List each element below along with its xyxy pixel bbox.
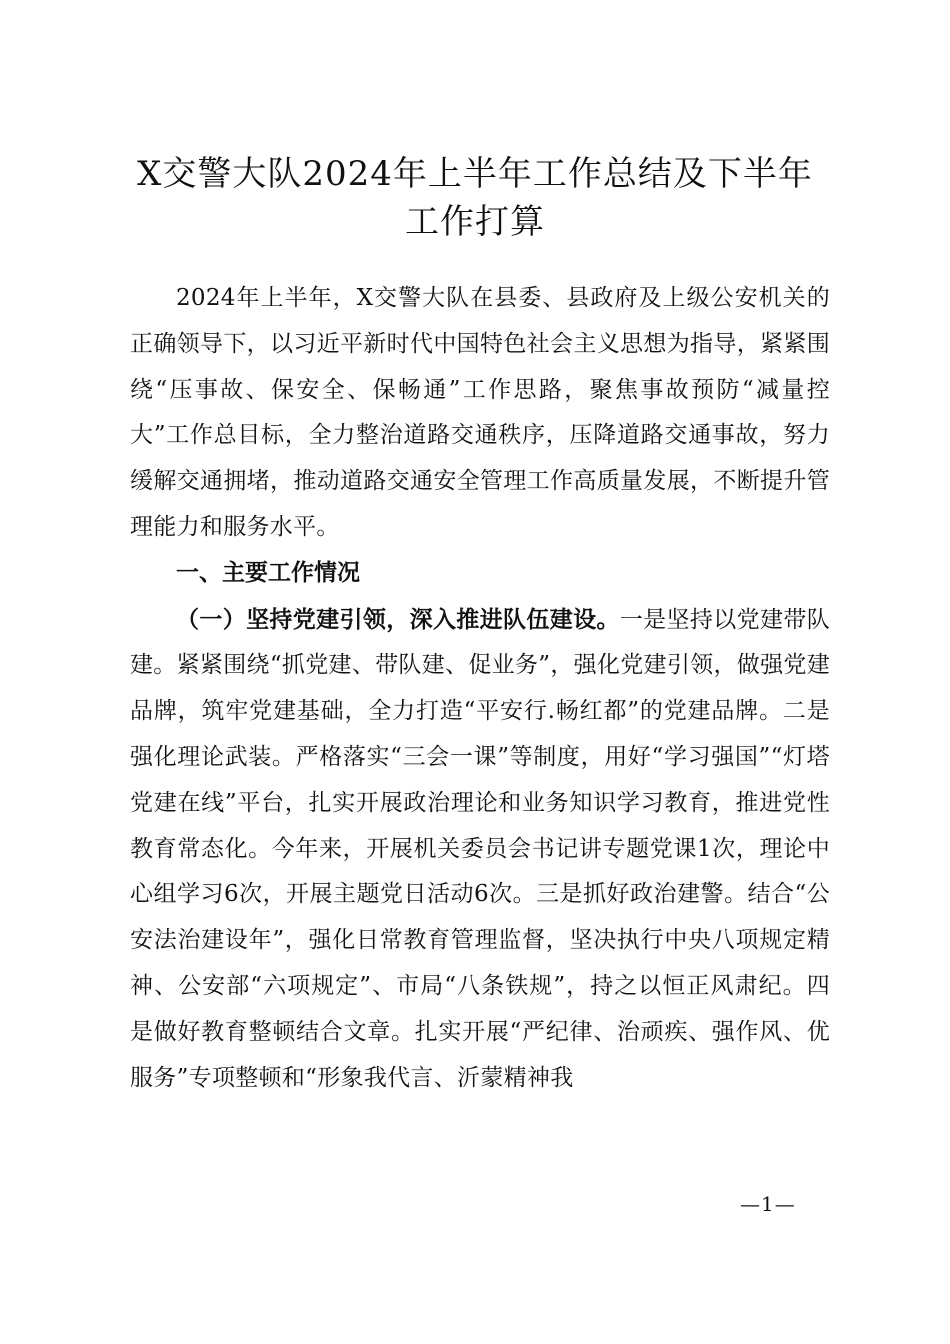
- subsection-heading: （一）坚持党建引领，深入推进队伍建设。: [176, 605, 620, 633]
- subsection-body: 一是坚持以党建带队建。紧紧围绕“抓党建、带队建、促业务”，强化党建引领，做强党建品牌，筑牢党建基础，全力打造“平安行.畅红都”的党建品牌。二是强化理论武装。严格落实“三会一课”等制度，用好“学习强国”“灯塔党建在线”平台，扎实开展政治理论和业务知识学习教育，推进党性教育常态化。今年来，开展机关委员会书记讲专题党课1次，理论中心组学习6次，开展主题党日活动6次。三是抓好政治建警。结合“公安法治建设年”，强化日常教育管理监督，坚决执行中央八项规定精神、公安部“六项规定”、市局“八条铁规”，持之以恒正风肃纪。四是做好教育整顿结合文章。扎实开展“严纪律、治顽疾、强作风、优服务”专项整顿和“形象我代言、沂蒙精神我: [130, 606, 831, 1091]
- document-title: [120, 150, 830, 246]
- subsection-paragraph: [130, 597, 830, 1102]
- section-heading: 一、主要工作情况: [176, 559, 360, 586]
- title-line-1: X交警大队2024年上半年工作总结及下半年: [137, 154, 813, 194]
- page-number: —1—: [740, 1192, 796, 1216]
- intro-paragraph: 2024年上半年，X交警大队在县委、县政府及上级公安机关的正确领导下，以习近平新时代中国特色社会主义思想为指导，紧紧围绕“压事故、保安全、保畅通”工作思路，聚焦事故预防“减量控大”工作总目标，全力整治道路交通秩序，压降道路交通事故，努力缓解交通拥堵，推动道路交通安全管理工作高质量发展，不断提升管理能力和服务水平。: [130, 285, 830, 540]
- document-body: [130, 276, 830, 1101]
- title-line-2: 工作打算: [405, 202, 545, 242]
